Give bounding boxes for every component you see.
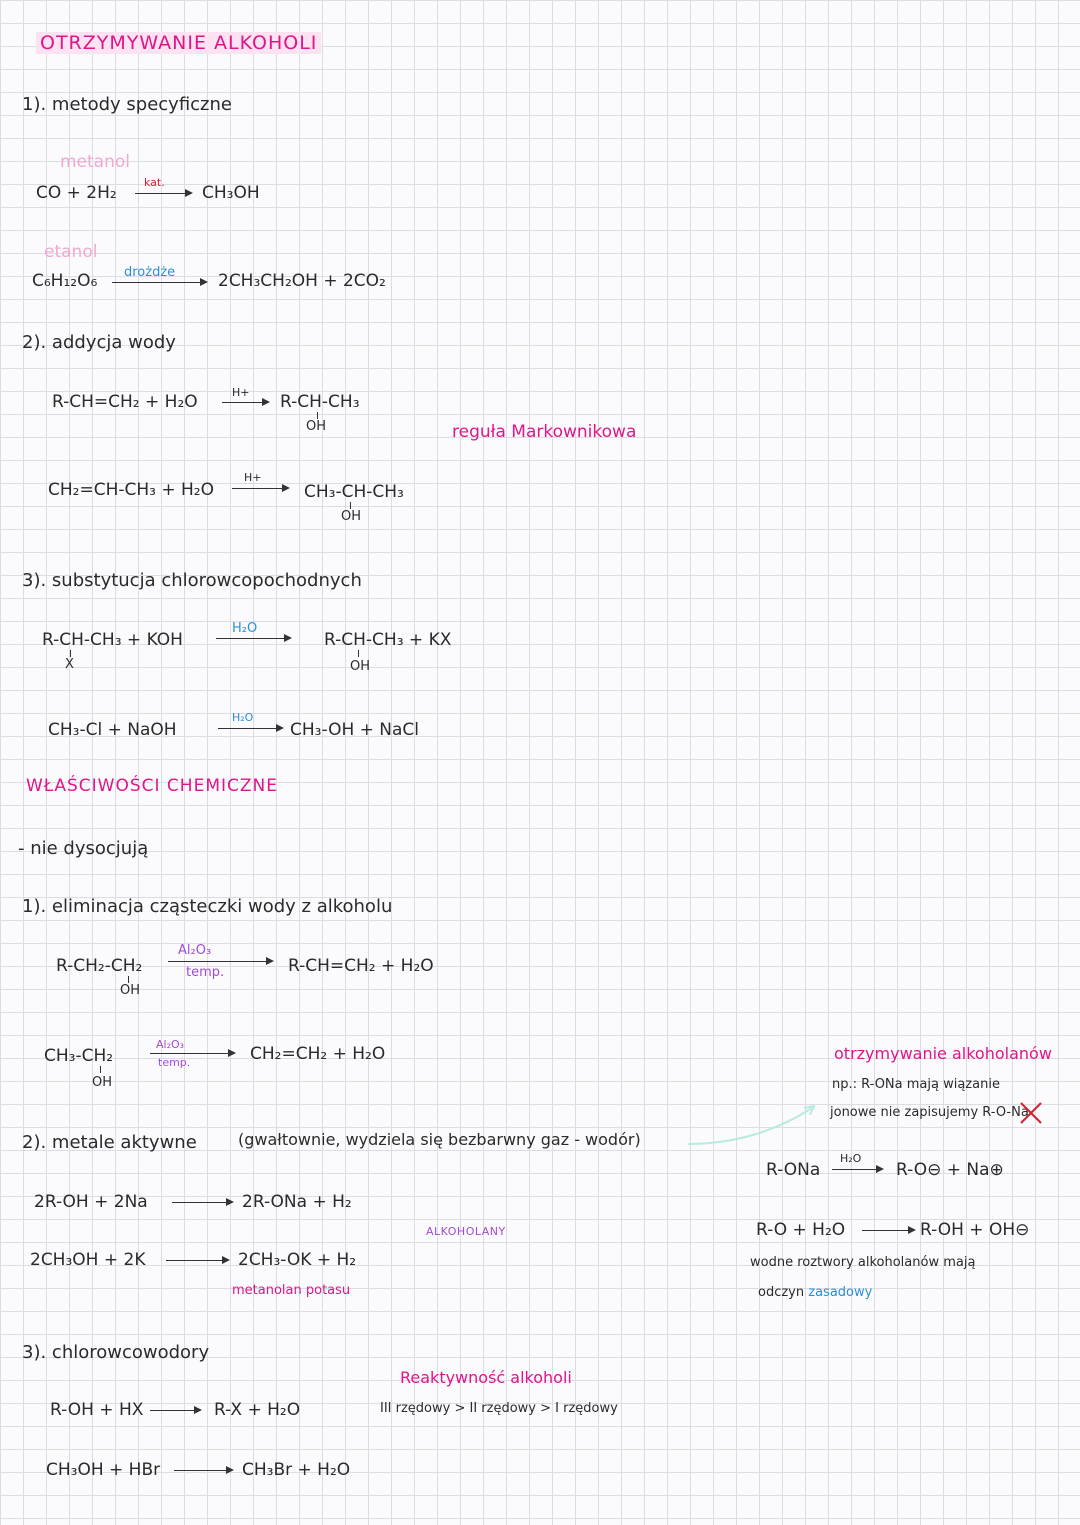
water-condition: H₂O (232, 621, 258, 636)
addition-reactants-2: CH₂=CH-CH₃ + H₂O (48, 480, 214, 500)
halide-products-2: CH₃Br + H₂O (242, 1460, 351, 1480)
ethanol-products: 2CH₃CH₂OH + 2CO₂ (218, 271, 386, 291)
alcohol-reactivity-title: Reaktywność alkoholi (400, 1368, 572, 1387)
reaction-arrow (216, 638, 290, 639)
section-heading-specific-methods: 1). metody specyficzne (22, 94, 232, 115)
reaction-arrow (150, 1410, 200, 1411)
reaction-arrow (222, 402, 268, 403)
reaction-arrow (218, 728, 282, 729)
section-heading-water-addition: 2). addycja wody (22, 332, 176, 353)
metal-products-2: 2CH₃-OK + H₂ (238, 1250, 357, 1270)
reaction-arrow (168, 961, 272, 962)
temperature-condition: temp. (186, 965, 225, 980)
substitution-products-2: CH₃-OH + NaCl (290, 720, 420, 740)
alkoxide-water-reactants: R-O + H₂O (756, 1220, 846, 1240)
addition-product-2: CH₃-CH-CH₃ (304, 482, 404, 502)
alkoxide-solution-note: wodne roztwory alkoholanów mają (750, 1255, 976, 1270)
alkoxide-note-line-2: jonowe nie zapisujemy R-O-Na (830, 1105, 1029, 1120)
reaction-type-label (758, 1286, 872, 1299)
hydroxyl-group: OH (350, 659, 371, 674)
elimination-products-1: R-CH=CH₂ + H₂O (288, 956, 434, 976)
reaction-arrow (862, 1230, 914, 1231)
potassium-methoxide-name: metanolan potasu (232, 1283, 351, 1298)
methanol-label: metanol (60, 152, 131, 172)
bond-line (317, 412, 318, 419)
elimination-reactant-2: CH₃-CH₂ (44, 1046, 114, 1066)
yeast-label: drożdże (124, 265, 176, 280)
reaction-arrow (112, 282, 206, 283)
hydroxyl-group: OH (92, 1075, 113, 1090)
reaction-arrow (172, 1202, 232, 1203)
addition-reactants-1: R-CH=CH₂ + H₂O (52, 392, 198, 412)
strike-out-mark (1018, 1100, 1044, 1126)
reaction-arrow (150, 1053, 234, 1054)
alkoxide-note-line-1: np.: R-ONa mają wiązanie (832, 1077, 1000, 1092)
halide-products-1: R-X + H₂O (214, 1400, 301, 1420)
elimination-products-2: CH₂=CH₂ + H₂O (250, 1044, 386, 1064)
basic-reaction-label: zasadowy (808, 1285, 873, 1300)
reaction-arrow (135, 193, 191, 194)
elimination-reactant-1: R-CH₂-CH₂ (56, 956, 143, 976)
reaction-arrow (832, 1169, 882, 1170)
bond-line (128, 976, 129, 983)
alkoxide-preparation-title: otrzymywanie alkoholanów (834, 1044, 1052, 1063)
acid-catalyst-label: H+ (232, 386, 250, 399)
elimination-heading: 1). eliminacja cząsteczki wody z alkoholu (22, 896, 393, 917)
alkoxide-water-products: R-OH + OH⊖ (920, 1220, 1030, 1240)
catalyst-label: kat. (144, 176, 165, 189)
reaction-arrow (174, 1470, 232, 1471)
bond-line (70, 650, 71, 657)
halide-reaction-1: R-OH + HX (50, 1400, 144, 1420)
metal-reaction-2: 2CH₃OH + 2K (30, 1250, 146, 1270)
halide-reaction-2: CH₃OH + HBr (46, 1460, 161, 1480)
metal-reaction-1: 2R-OH + 2Na (34, 1192, 148, 1212)
chemical-properties-heading: WŁAŚCIWOŚCI CHEMICZNE (26, 776, 278, 796)
alkoxide-hydrolysis-products: R-O⊖ + Na⊕ (896, 1160, 1004, 1180)
alumina-catalyst: Al₂O₃ (156, 1038, 185, 1051)
connector-arrow (686, 1100, 818, 1150)
substitution-reactants-2: CH₃-Cl + NaOH (48, 720, 177, 740)
reaction-label: odczyn (758, 1285, 805, 1300)
alcohol-reactivity-order: III rzędowy > II rzędowy > I rzędowy (380, 1401, 618, 1416)
temperature-condition: temp. (158, 1056, 191, 1069)
active-metals-heading: 2). metale aktywne (22, 1132, 197, 1153)
active-metals-note: (gwałtownie, wydziela się bezbarwny gaz - wodór) (238, 1130, 641, 1149)
hydroxyl-group: OH (341, 509, 362, 524)
substitution-products-1: R-CH-CH₃ + KX (324, 630, 452, 650)
reaction-arrow (166, 1260, 228, 1261)
alkoxide-hydrolysis-reactant: R-ONa (766, 1160, 821, 1180)
bond-line (350, 502, 351, 509)
bond-line (100, 1066, 101, 1073)
glucose-reactant: C₆H₁₂O₆ (32, 271, 98, 291)
addition-product-1: R-CH-CH₃ (280, 392, 360, 412)
methanol-product: CH₃OH (202, 183, 260, 203)
no-dissociation-note: - nie dysocjują (18, 838, 149, 859)
metal-products-1: 2R-ONa + H₂ (242, 1192, 352, 1212)
markovnikov-rule: reguła Markownikowa (452, 422, 637, 442)
reaction-arrow (232, 488, 288, 489)
acid-catalyst-label: H+ (244, 471, 262, 484)
section-heading-substitution: 3). substytucja chlorowcopochodnych (22, 570, 362, 591)
page-title: OTRZYMYWANIE ALKOHOLI (36, 34, 321, 53)
halogen-group: X (65, 657, 74, 672)
bond-line (358, 650, 359, 657)
hydroxyl-group: OH (306, 419, 327, 434)
methanol-reactants: CO + 2H₂ (36, 183, 117, 203)
water-condition: H₂O (232, 711, 254, 724)
alkoxides-label: ALKOHOLANY (426, 1225, 506, 1238)
hydroxyl-group: OH (120, 983, 141, 998)
ethanol-label: etanol (44, 242, 98, 262)
alumina-catalyst: Al₂O₃ (178, 943, 212, 958)
substitution-reactants-1: R-CH-CH₃ + KOH (42, 630, 183, 650)
hydrogen-halides-heading: 3). chlorowcowodory (22, 1342, 210, 1363)
water-condition: H₂O (840, 1152, 862, 1165)
